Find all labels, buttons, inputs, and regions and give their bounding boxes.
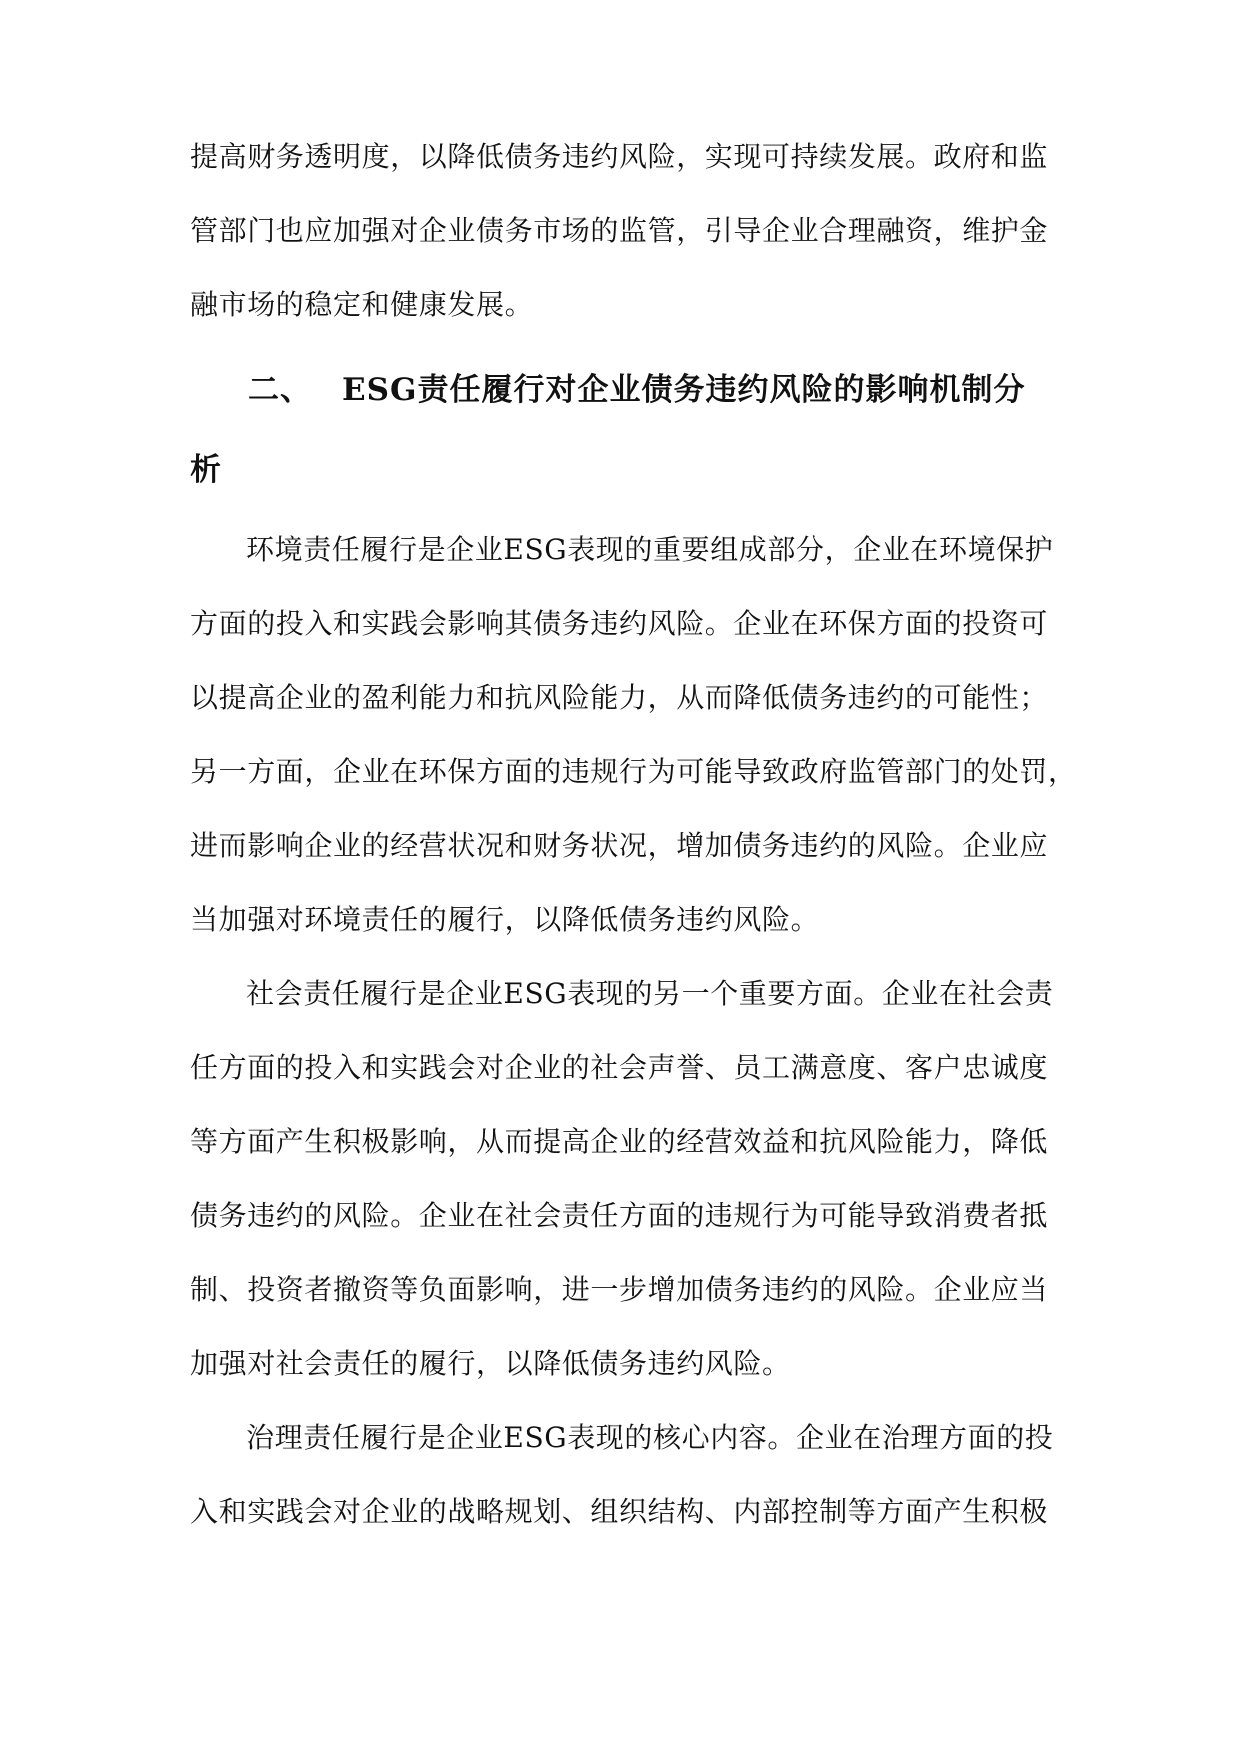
text-line: 加强对社会责任的履行，以降低债务违约风险。	[190, 1347, 791, 1380]
text-line: 以提高企业的盈利能力和抗风险能力，从而降低债务违约的可能性；	[190, 681, 1049, 714]
section-title-text: ESG责任履行对企业债务违约风险的影响机制分	[342, 372, 1026, 408]
section-heading-line-2: 析	[190, 452, 222, 488]
text-line: 入和实践会对企业的战略规划、组织结构、内部控制等方面产生积极	[190, 1495, 1049, 1528]
text-line: 制、投资者撤资等负面影响，进一步增加债务违约的风险。企业应当	[190, 1273, 1049, 1306]
text-line: 提高财务透明度，以降低债务违约风险，实现可持续发展。政府和监	[190, 140, 1049, 173]
text-line: 环境责任履行是企业ESG表现的重要组成部分，企业在环境保护	[246, 533, 1054, 566]
text-line: 当加强对环境责任的履行，以降低债务违约风险。	[190, 903, 820, 936]
text-line: 进而影响企业的经营状况和财务状况，增加债务违约的风险。企业应	[190, 829, 1049, 862]
text-line: 等方面产生积极影响，从而提高企业的经营效益和抗风险能力，降低	[190, 1125, 1049, 1158]
text-line: 融市场的稳定和健康发展。	[190, 288, 534, 321]
text-line: 债务违约的风险。企业在社会责任方面的违规行为可能导致消费者抵	[190, 1199, 1049, 1232]
section-heading-line-1	[248, 370, 1026, 410]
text-line: 另一方面，企业在环保方面的违规行为可能导致政府监管部门的处罚，	[190, 755, 1077, 788]
text-line: 方面的投入和实践会影响其债务违约风险。企业在环保方面的投资可	[190, 607, 1049, 640]
text-line: 管部门也应加强对企业债务市场的监管，引导企业合理融资，维护金	[190, 214, 1049, 247]
section-number: 二、	[248, 372, 312, 408]
text-line: 任方面的投入和实践会对企业的社会声誉、员工满意度、客户忠诚度	[190, 1051, 1049, 1084]
text-line: 治理责任履行是企业ESG表现的核心内容。企业在治理方面的投	[246, 1421, 1054, 1454]
text-line: 社会责任履行是企业ESG表现的另一个重要方面。企业在社会责	[246, 977, 1054, 1010]
